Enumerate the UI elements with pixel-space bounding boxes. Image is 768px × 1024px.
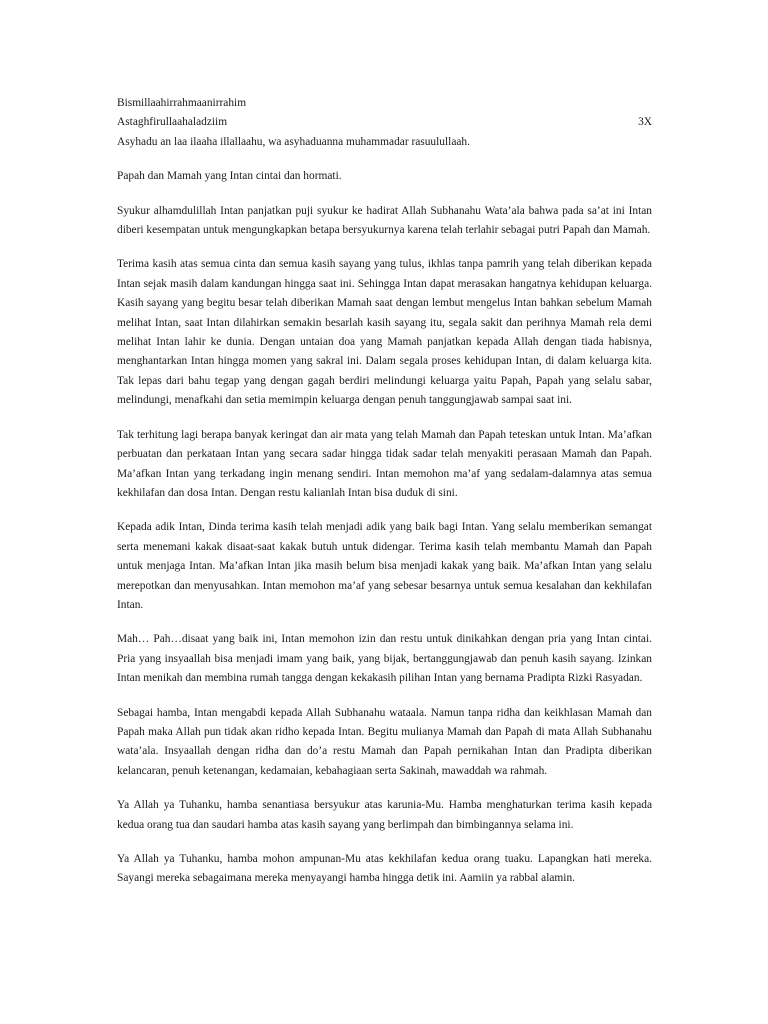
paragraph-prayer-forgiveness: Ya Allah ya Tuhanku, hamba mohon ampunan-Mu atas kekhilafan kedua orang tuaku. Lapangkan hati mereka. Sayangi mereka sebagaimana mereka menyayangi hamba hingga detik ini. Aamiin ya rabbal alamin. xyxy=(117,853,652,885)
document-page xyxy=(117,94,652,889)
paragraph-greeting: Papah dan Mamah yang Intan cintai dan hormati. xyxy=(117,170,342,183)
paragraph-sibling: Kepada adik Intan, Dinda terima kasih telah menjadi adik yang baik bagi Intan. Yang selalu memberikan semangat serta menemani kakak disaat-saat kakak butuh untuk didengar. Terima kasih telah membantu Mamah dan Papah untuk menjaga Intan. Ma’afkan Intan jika masih belum bisa menjadi kakak yang baik. Ma’afkan Intan yang selalu merepotkan dan menyusahkan. Intan memohon ma’af yang sebesar besarnya untuk semua kesalahan dan kekhilafan Intan. xyxy=(117,521,652,611)
paragraph-blessing-request: Mah… Pah…disaat yang baik ini, Intan memohon izin dan restu untuk dinikahkan dengan pria yang Intan cintai. Pria yang insyaallah bisa menjadi imam yang baik, yang bijak, bertanggungjawab dan penuh kasih sayang. Izinkan Intan menikah dan membina rumah tangga dengan kekakasih pilihan Intan yang bernama Pradipta Rizki Rasyadan. xyxy=(117,633,652,685)
paragraph-thanks-love: Terima kasih atas semua cinta dan semua kasih sayang yang tulus, ikhlas tanpa pamrih yang telah diberikan kepada Intan sejak masih dalam kandungan hingga saat ini. Sehingga Intan dapat merasakan hangatnya kehidupan keluarga. Kasih sayang yang begitu besar telah diberikan Mamah saat dengan lembut mengelus Intan bahkan sebelum Mamah melihat Intan, saat Intan dilahirkan semakin besarlah kasih sayang itu, segala sakit dan perihnya Mamah rela demi melihat Intan lahir ke dunia. Dengan untaian doa yang Mamah panjatkan kepada Allah dengan tiada habisnya, menghantarkan Intan hingga momen yang sakral ini. Dalam segala proses kehidupan Intan, di dalam keluarga kita. Tak lepas dari bahu tegap yang dengan gagah berdiri melindungi keluarga yaitu Papah, Papah yang selalu sabar, melindungi, menafkahi dan setia memimpin keluarga dengan penuh tanggungjawab sampai saat ini. xyxy=(117,258,652,407)
header-basmalah: Bismillaahirrahmaanirrahim xyxy=(117,97,247,109)
header-istighfar-text: Astaghfirullaahaladziim xyxy=(117,116,228,129)
paragraph-devotion: Sebagai hamba, Intan mengabdi kepada Allah Subhanahu wataala. Namun tanpa ridha dan keikhlasan Mamah dan Papah maka Allah pun tidak akan ridho kepada Intan. Begitu mulianya Mamah dan Papah di mata Allah Subhanahu wata’ala. Insyaallah dengan ridha dan do’a restu Mamah dan Papah pernikahan Intan dan Pradipta diberikan kelancaran, penuh ketenangan, kedamaian, kebahagiaan serta Sakinah, mawaddah wa rahmah. xyxy=(117,706,652,777)
paragraph-gratitude: Syukur alhamdulillah Intan panjatkan puji syukur ke hadirat Allah Subhanahu Wata’ala bahwa pada sa’at ini Intan diberi kesempatan untuk mengungkapkan betapa bersyukurnya karena telah terlahir sebagai putri Papah dan Mamah. xyxy=(117,204,652,237)
header-syahadat: Asyhadu an laa ilaaha illallaahu, wa asyhaduanna muhammadar rasuulullaah. xyxy=(117,135,470,148)
header-istighfar-row xyxy=(117,113,652,132)
paragraph-apology: Tak terhitung lagi berapa banyak keringat dan air mata yang telah Mamah dan Papah teteskan untuk Intan. Ma’afkan perbuatan dan perkataan Intan yang secara sadar hingga tidak sadar telah menyakiti perasaan Mamah dan Papah. Ma’afkan Intan yang terkadang ingin menang sendiri. Intan memohon ma’af yang sedalam-dalamnya atas semua kekhilafan dan dosa Intan. Dengan restu kalianlah Intan bisa duduk di sini. xyxy=(117,428,652,499)
paragraph-prayer-thanks: Ya Allah ya Tuhanku, hamba senantiasa bersyukur atas karunia-Mu. Hamba menghaturkan terima kasih kepada kedua orang tua dan saudari hamba atas kasih sayang yang berlimpah dan bimbingannya selama ini. xyxy=(117,799,652,831)
header-istighfar-count: 3X xyxy=(638,116,652,129)
